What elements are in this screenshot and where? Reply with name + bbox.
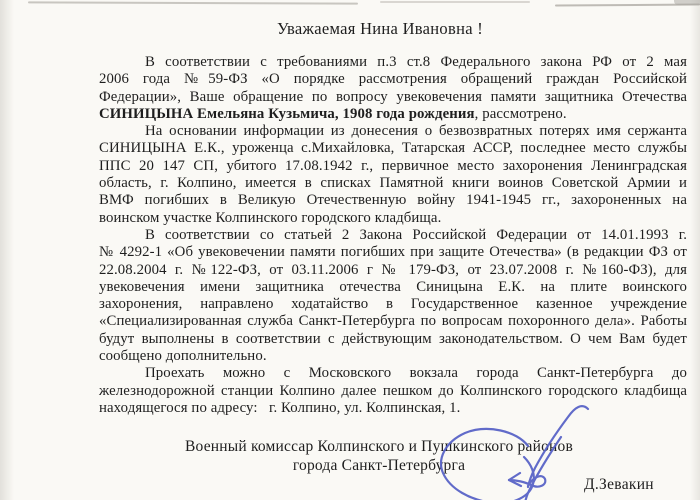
body-line xyxy=(99,296,687,313)
body-line xyxy=(99,106,687,123)
scan-artifact-top-line xyxy=(28,1,358,4)
text-run: область, г. Колпино, имеется в списках Памятной книги воинов Советской Армии и xyxy=(99,175,687,192)
body-line xyxy=(99,71,687,88)
text-run: СИНИЦЫНА Е.К., уроженца с.Михайловка, Татарская АССР, последнее место службы xyxy=(99,140,687,157)
body-line xyxy=(99,331,687,348)
signer-name: Д.Зевакин xyxy=(584,476,654,493)
signature-title-line1: Военный комиссар Колпинского и Пушкинского районов xyxy=(185,438,573,455)
body-line xyxy=(99,400,687,417)
text-run: увековечения имени защитника отечества Синицына Е.К. на плите воинского xyxy=(99,278,687,295)
text-run: Проехать можно с Московского вокзала города Санкт-Петербурга до xyxy=(145,365,687,382)
bold-text-run: СИНИЦЫНА Емельяна Кузьмича, 1908 года рождения xyxy=(99,105,475,122)
text-run: ВМФ погибших в Великую Отечественную войну 1941-1945 гг., захороненных на xyxy=(99,192,687,209)
text-run: железнодорожной станции Колпино далее пешком до Колпинского городского кладбища xyxy=(99,382,687,399)
text-run: 22.08.2004 г. №122-ФЗ, от 03.11.2006 г № 179-ФЗ, от 23.07.2008 г. №160-ФЗ), для xyxy=(99,261,687,278)
salutation: Уважаемая Нина Ивановна ! xyxy=(276,19,484,38)
body-line xyxy=(99,383,687,400)
body-line xyxy=(99,192,687,209)
body-line xyxy=(99,227,687,244)
body-line xyxy=(99,348,687,365)
body-line xyxy=(99,158,687,175)
letter-body xyxy=(99,54,687,417)
text-run: воинском участке Колпинского городского кладбища. xyxy=(99,209,442,226)
scan-artifact-right-edge xyxy=(690,0,700,500)
text-run: В соответствии со статьей 2 Закона Российской Федерации от 14.01.1993 г. xyxy=(145,226,687,243)
body-line xyxy=(99,365,687,382)
body-line xyxy=(99,313,687,330)
body-line xyxy=(99,279,687,296)
body-line xyxy=(99,210,687,227)
text-run: На основании информации из донесения о безвозвратных потерях имя сержанта xyxy=(145,123,687,140)
scan-artifact-left-edge xyxy=(0,0,14,500)
text-run: ППС 20 147 СП, убитого 17.08.1942 г., первичное место захоронения Ленинградская xyxy=(99,157,687,174)
scan-artifact-top-right-smudge xyxy=(674,0,700,5)
scan-artifact-top-line xyxy=(380,1,530,3)
signature-title-line2: города Санкт-Петербурга xyxy=(292,457,466,474)
body-line xyxy=(99,54,687,71)
text-run: Федерации», Ваше обращение по вопросу увековечения памяти защитника Отечества xyxy=(99,88,687,105)
body-line xyxy=(99,262,687,279)
signature-title xyxy=(99,437,659,475)
body-line xyxy=(99,140,687,157)
text-run: находящегося по адресу: г. Колпино, ул. Колпинская, 1. xyxy=(99,399,461,416)
text-run: В соответствии с требованиями п.3 ст.8 Федерального закона РФ от 2 мая xyxy=(145,54,687,70)
body-line xyxy=(99,175,687,192)
body-line xyxy=(99,123,687,140)
body-line xyxy=(99,89,687,106)
text-run: № 4292-1 «Об увековечении памяти погибших при защите Отечества» (в редакции ФЗ от xyxy=(99,244,687,261)
text-run: захоронения, направлено ходатайство в Государственное казенное учреждение xyxy=(99,296,687,313)
text-run: будут выполнены в соответствии с действующим законодательством. О чем Вам будет xyxy=(99,330,687,347)
text-run: 2006 года №59-ФЗ «О порядке рассмотрения обращений граждан Российской xyxy=(99,71,687,88)
text-run: сообщено дополнительно. xyxy=(99,348,267,365)
text-run: , рассмотрено. xyxy=(474,105,567,122)
body-line xyxy=(99,244,687,261)
text-run: «Специализированная служба Санкт-Петербурга по вопросам похоронного дела». Работы xyxy=(99,313,687,330)
